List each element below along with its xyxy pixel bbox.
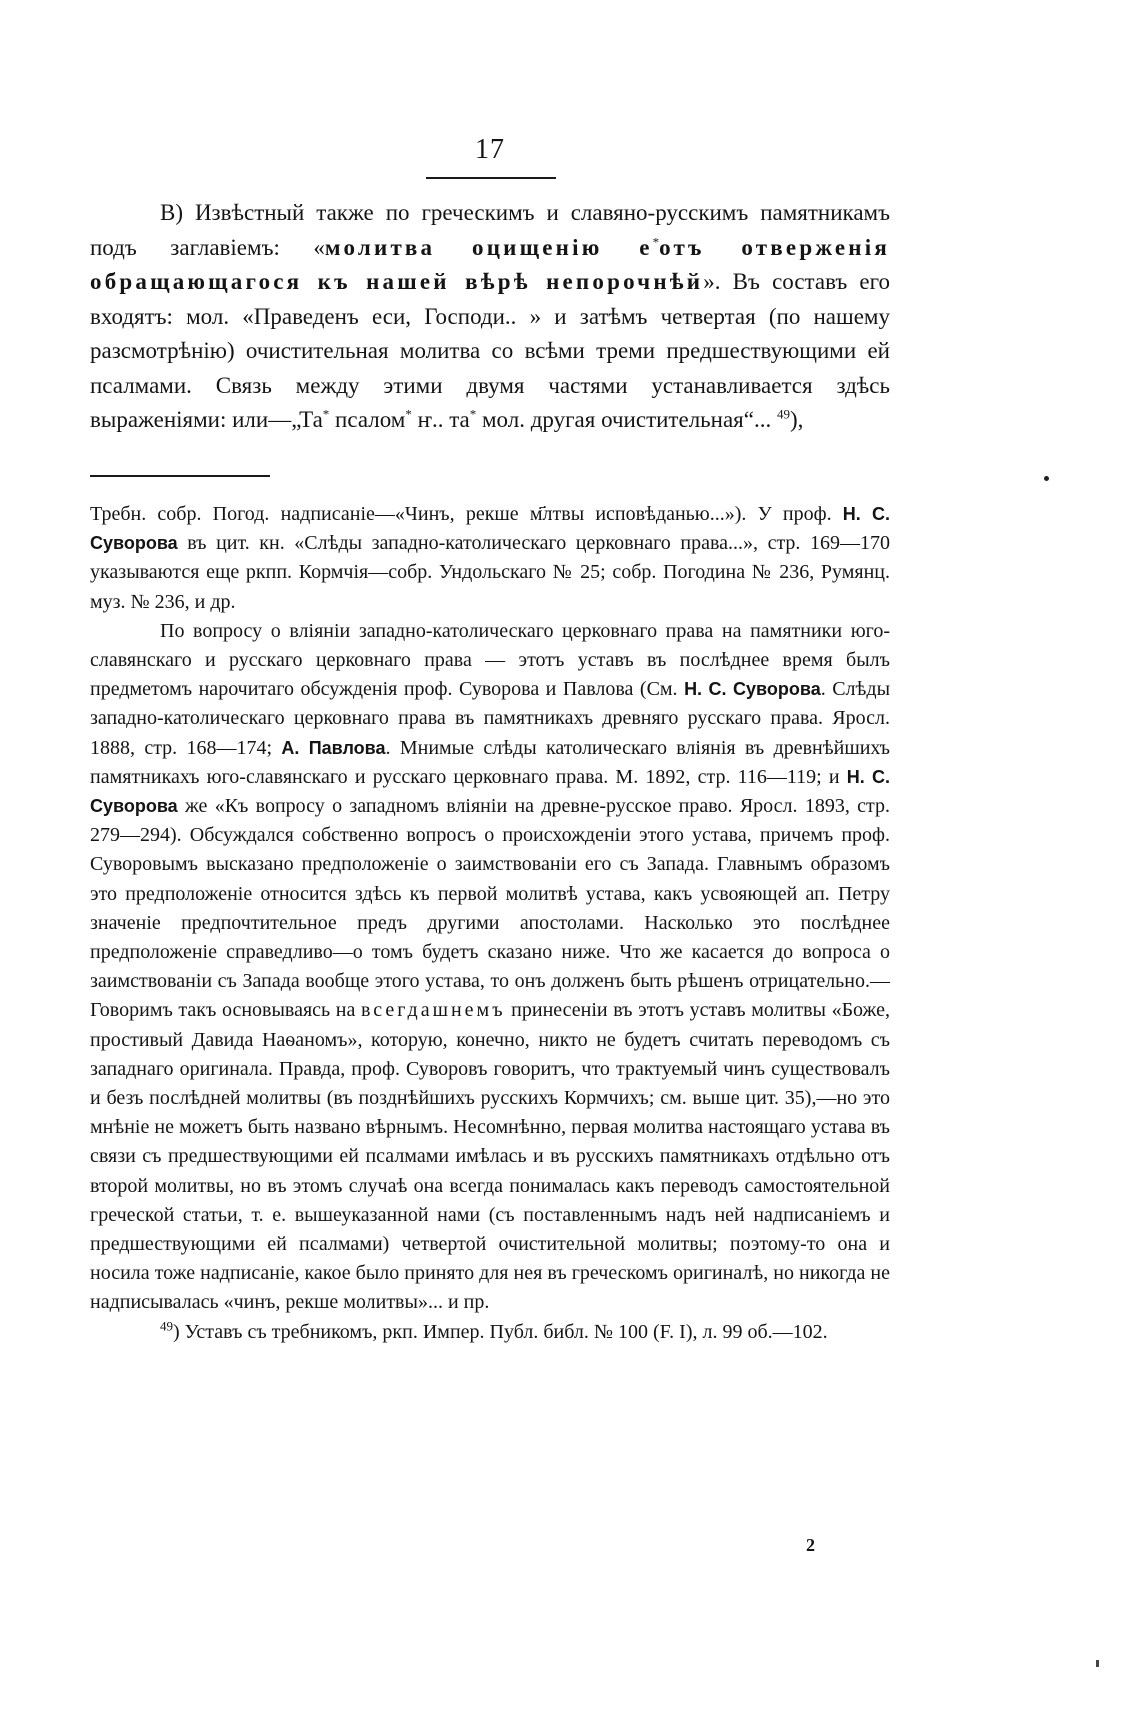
main-text xyxy=(90,196,890,438)
note-text: По вопросу о вліяніи западно-католическаго церковнаго права на памятники юго-славянскаго и русскаго церковнаго права — этотъ уставъ въ послѣднее время былъ предметомъ нарочитаго обсужденія проф. Суворова и Павлова (См. xyxy=(90,619,890,701)
main-paragraph xyxy=(90,196,890,438)
author-name: Н. С. Суворова xyxy=(90,766,890,817)
superscript-mark: * xyxy=(322,406,330,422)
author-name: А. Павлова xyxy=(281,737,386,758)
note-text: . Слѣды западно-католическаго церковнаго права въ памятникахъ древняго русскаго права. Яросл. 1888, стр. 168—174; xyxy=(90,678,891,759)
superscript-mark: * xyxy=(405,406,412,422)
footnote-reference: 49 xyxy=(776,406,790,422)
note-text: . Мнимые слѣды католическаго вліянія въ древнѣйшихъ памятникахъ юго-славянскаго и русскаго церковнаго права. М. 1892, стр. 116—119; и xyxy=(90,736,891,788)
scan-speck xyxy=(1044,476,1049,481)
main-text-part: ), xyxy=(789,407,804,432)
superscript-mark: * xyxy=(652,233,660,249)
note-text: ) Уставъ съ требникомъ, ркп. Импер. Публ. библ. № 100 (F. I), л. 99 об.—102. xyxy=(173,1320,828,1343)
note-text: принесеніи въ этотъ уставъ молитвы «Боже, простивый Давида Наѳаномъ», которую, конечно, никто не будетъ считать переводомъ съ западнаго оригинала. Правда, проф. Суворовъ говоритъ, что трактуемый чинъ существовалъ и безъ послѣдней молитвы (въ позднѣйшихъ русскихъ Кормчихъ; см. выше цит. 35),—но это мнѣніе не можетъ быть названо вѣрнымъ. Несомнѣнно, первая молитва настоящаго устава въ связи съ предшествующими ей псалмами имѣлась и въ русскихъ памятникахъ отдѣльно отъ второй молитвы, но въ этомъ случаѣ она всегда понималась какъ переводъ самостоятельной греческой статьи, т. е. вышеуказанной нами (съ поставленнымъ надъ ней надписаніемъ и предшествующими ей псалмами) четвертой очистительной молитвы; поэтому-то она и носила тоже надписаніе, какое было принято для нея въ греческомъ оригиналѣ, но никогда не надписывалась «чинъ, рекше молитвы»... и пр. xyxy=(90,999,890,1314)
main-text-part: псалом xyxy=(329,407,406,432)
author-name: Н. С. Суворова xyxy=(684,679,821,700)
main-text-part: мол. другая очистительная“... xyxy=(476,407,777,432)
footnote-continuation xyxy=(90,500,890,617)
superscript-mark: * xyxy=(469,406,477,422)
page-number-rule xyxy=(426,177,556,179)
note-text: же «Къ вопросу о западномъ вліяніи на древне-русское право. Яросл. 1893, стр. 279—294). Обсуждался собственно вопросъ о происхожденіи этого устава, причемъ проф. Суворовымъ высказано предположеніе о заимствованіи его съ Запада. Главнымъ образомъ это предположеніе относится здѣсь къ первой молитвѣ устава, какъ усвояющей ап. Петру значеніе предпочтительное предъ другими апостолами. Насколько это послѣднее предположеніе справедливо—о томъ будетъ сказано ниже. Что же касается до вопроса о заимствованіи съ Запада вообще этого устава, то онъ долженъ быть рѣшенъ отрицательно.—Говоримъ такъ основываясь на xyxy=(90,795,890,1022)
main-text-part: ». Въ составъ его входятъ: мол. «Праведенъ еси, Господи.. » и затѣмъ четвертая (по нашему разсмотрѣнію) очистительная молитва со всѣми треми предшествующими ей псалмами. Связь между этими двумя частями устанавливается здѣсь выраженіями: или—„Та xyxy=(90,269,891,432)
footnote-number: 49 xyxy=(160,1318,173,1334)
page-number: 17 xyxy=(475,134,505,165)
main-text-part: ҥ.. та xyxy=(411,407,470,432)
footnote-paragraph xyxy=(90,617,890,1318)
scan-speck xyxy=(1096,1660,1099,1667)
signature-mark: 2 xyxy=(806,1535,815,1555)
author-name: Н. С. Суворова xyxy=(90,504,890,554)
note-text: въ цит. кн. «Слѣды западно-католическаго церковнаго права...», стр. 169—170 указываются еще ркпп. Кормчія—собр. Ундольскаго № 25; собр. Погодина № 236, Румянц. муз. № 236, и др. xyxy=(90,532,890,613)
footnotes-section xyxy=(90,500,890,1347)
footnote-49 xyxy=(90,1318,890,1347)
note-text: Требн. собр. Погод. надписаніе—«Чинъ, рекше м҃лтвы исповѣданью...»). У проф. xyxy=(90,503,843,525)
spaced-title-part: отъ отверженія обращающагося къ нашей вѣрѣ непорочнѣй xyxy=(90,234,890,294)
footnote-separator xyxy=(90,475,270,477)
spaced-word: всегдашнемъ xyxy=(360,999,506,1022)
spaced-title-part: молитва оцищенію е xyxy=(324,234,653,260)
main-text-part: В) Извѣстный также по греческимъ и славяно-русскимъ памятникамъ подъ заглавіемъ: « xyxy=(90,200,890,260)
